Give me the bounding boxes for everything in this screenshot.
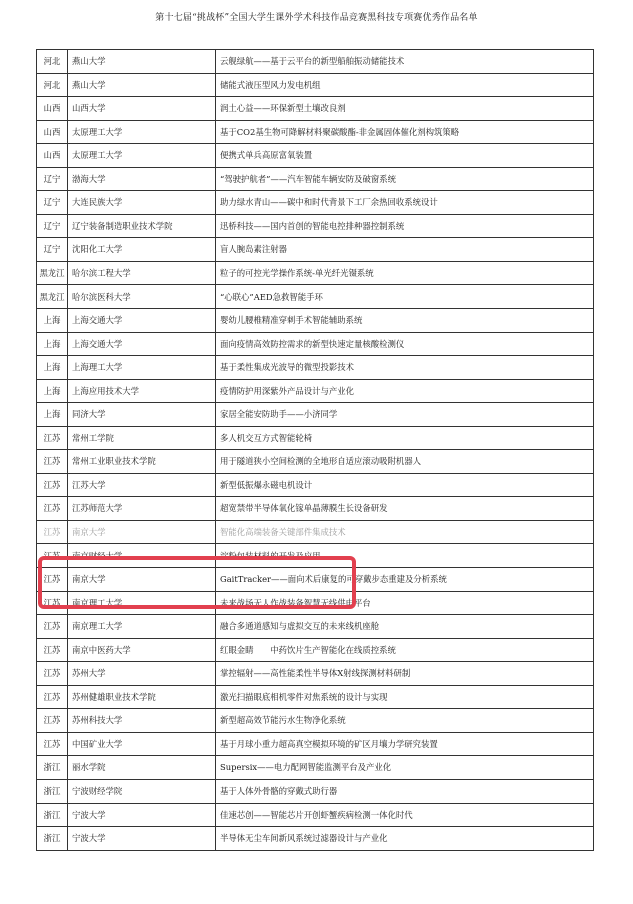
school-cell: 同济大学 [68, 403, 216, 427]
school-cell: 江苏大学 [68, 473, 216, 497]
school-cell: 上海交通大学 [68, 309, 216, 333]
school-cell: 辽宁装备制造职业技术学院 [68, 214, 216, 238]
school-cell: 太原理工大学 [68, 144, 216, 168]
school-cell: 南京大学 [68, 568, 216, 592]
school-cell: 哈尔滨医科大学 [68, 285, 216, 309]
province-cell: 辽宁 [37, 238, 68, 262]
province-cell: 辽宁 [37, 214, 68, 238]
table-row [37, 191, 594, 215]
school-cell: 南京财经大学 [68, 544, 216, 568]
province-cell: 上海 [37, 403, 68, 427]
province-cell: 山西 [37, 144, 68, 168]
table-row [37, 756, 594, 780]
province-cell: 江苏 [37, 568, 68, 592]
school-cell: 上海理工大学 [68, 356, 216, 380]
table-row [37, 827, 594, 851]
document-title: 第十七届“挑战杯”全国大学生课外学术科技作品竞赛黑科技专项赛优秀作品名单 [155, 13, 478, 23]
school-cell: 宁波大学 [68, 827, 216, 851]
province-cell: 山西 [37, 97, 68, 121]
project-title-cell: GaitTracker——面向术后康复的可穿戴步态重建及分析系统 [216, 568, 594, 592]
project-title-cell: 智能化高端装备关键部件集成技术 [216, 520, 594, 544]
table-row [37, 403, 594, 427]
table-row [37, 497, 594, 521]
project-title-cell: 基于月球小重力超高真空模拟环境的矿区月壤力学研究装置 [216, 732, 594, 756]
project-title-cell: 未来战场无人作战装备智慧无线供电平台 [216, 591, 594, 615]
project-title-cell: 佳速芯创——智能芯片开创虾蟹疾病检测一体化时代 [216, 803, 594, 827]
province-cell: 辽宁 [37, 167, 68, 191]
project-title-cell: “驾驶护航者”——汽车智能车辆安防及破窗系统 [216, 167, 594, 191]
table-row [37, 426, 594, 450]
school-cell: 苏州科技大学 [68, 709, 216, 733]
province-cell: 上海 [37, 356, 68, 380]
province-cell: 浙江 [37, 803, 68, 827]
province-cell: 辽宁 [37, 191, 68, 215]
school-cell: 江苏师范大学 [68, 497, 216, 521]
table-row [37, 309, 594, 333]
table-row [37, 685, 594, 709]
school-cell: 南京理工大学 [68, 591, 216, 615]
province-cell: 江苏 [37, 591, 68, 615]
project-title-cell: 迅桥科技——国内首创的智能电控排种器控制系统 [216, 214, 594, 238]
school-cell: 沈阳化工大学 [68, 238, 216, 262]
project-title-cell: 融合多通道感知与虚拟交互的未来线机座舱 [216, 615, 594, 639]
school-cell: 苏州健雄职业技术学院 [68, 685, 216, 709]
project-title-cell: 润土心益——环保新型土壤改良剂 [216, 97, 594, 121]
project-title-cell: 掌控辐射——高性能柔性半导体X射线探测材料研制 [216, 662, 594, 686]
project-title-cell: 基于CO2基生物可降解材料聚碳酸酯-非金属固体催化剂构筑策略 [216, 120, 594, 144]
school-cell: 常州工学院 [68, 426, 216, 450]
province-cell: 江苏 [37, 709, 68, 733]
project-title-cell: 新型超高效节能污水生物净化系统 [216, 709, 594, 733]
province-cell: 上海 [37, 379, 68, 403]
province-cell: 上海 [37, 309, 68, 333]
school-cell: 苏州大学 [68, 662, 216, 686]
province-cell: 河北 [37, 50, 68, 74]
project-title-cell: 婴幼儿腰椎精准穿刺手术智能辅助系统 [216, 309, 594, 333]
project-title-cell: 粒子的可控光学操作系统-单光纤光镊系统 [216, 261, 594, 285]
province-cell: 江苏 [37, 520, 68, 544]
table-row [37, 285, 594, 309]
province-cell: 江苏 [37, 473, 68, 497]
table-row [37, 97, 594, 121]
table-row [37, 144, 594, 168]
table-row [37, 261, 594, 285]
province-cell: 黑龙江 [37, 261, 68, 285]
table-row [37, 709, 594, 733]
school-cell: 宁波财经学院 [68, 779, 216, 803]
province-cell: 江苏 [37, 615, 68, 639]
province-cell: 江苏 [37, 544, 68, 568]
project-title-cell: 助力绿水青山——碳中和时代背景下工厂余热回收系统设计 [216, 191, 594, 215]
award-list-table [36, 49, 594, 851]
school-cell: 南京理工大学 [68, 615, 216, 639]
table-row [37, 332, 594, 356]
award-list-table-body [37, 50, 594, 851]
table-row [37, 214, 594, 238]
school-cell: 太原理工大学 [68, 120, 216, 144]
project-title-cell: 激光扫描眼底相机零件对焦系统的设计与实现 [216, 685, 594, 709]
table-row [37, 591, 594, 615]
province-cell: 河北 [37, 73, 68, 97]
project-title-cell: 半导体无尘车间新风系统过滤器设计与产业化 [216, 827, 594, 851]
table-row [37, 732, 594, 756]
table-row [37, 803, 594, 827]
school-cell: 燕山大学 [68, 50, 216, 74]
table-row [37, 779, 594, 803]
province-cell: 江苏 [37, 638, 68, 662]
project-title-cell: 基于人体外骨骼的穿戴式助行器 [216, 779, 594, 803]
school-cell: 常州工业职业技术学院 [68, 450, 216, 474]
school-cell: 上海交通大学 [68, 332, 216, 356]
project-title-cell: 家居全能安防助手——小济同学 [216, 403, 594, 427]
table-row [37, 356, 594, 380]
table-row [37, 73, 594, 97]
table-row [37, 520, 594, 544]
province-cell: 江苏 [37, 732, 68, 756]
table-row [37, 50, 594, 74]
school-cell: 宁波大学 [68, 803, 216, 827]
province-cell: 黑龙江 [37, 285, 68, 309]
school-cell: 大连民族大学 [68, 191, 216, 215]
table-row [37, 568, 594, 592]
school-cell: 南京中医药大学 [68, 638, 216, 662]
province-cell: 浙江 [37, 827, 68, 851]
project-title-cell: Supersix——电力配网智能监测平台及产业化 [216, 756, 594, 780]
project-title-cell: 多人机交互方式智能轮椅 [216, 426, 594, 450]
school-cell: 南京大学 [68, 520, 216, 544]
province-cell: 浙江 [37, 756, 68, 780]
province-cell: 江苏 [37, 497, 68, 521]
project-title-cell: 用于隧道狭小空间检测的全地形自适应滚动吸附机器人 [216, 450, 594, 474]
school-cell: 山西大学 [68, 97, 216, 121]
table-row [37, 638, 594, 662]
table-row [37, 450, 594, 474]
table-row [37, 473, 594, 497]
school-cell: 丽水学院 [68, 756, 216, 780]
school-cell: 哈尔滨工程大学 [68, 261, 216, 285]
province-cell: 山西 [37, 120, 68, 144]
school-cell: 中国矿业大学 [68, 732, 216, 756]
project-title-cell: 基于柔性集成光波导的微型投影技术 [216, 356, 594, 380]
school-cell: 燕山大学 [68, 73, 216, 97]
table-row [37, 238, 594, 262]
project-title-cell: 红眼金睛 中药饮片生产智能化在线质控系统 [216, 638, 594, 662]
project-title-cell: 云舰绿航——基于云平台的新型船舶振动储能技术 [216, 50, 594, 74]
project-title-cell: 储能式液压型风力发电机组 [216, 73, 594, 97]
school-cell: 渤海大学 [68, 167, 216, 191]
province-cell: 江苏 [37, 426, 68, 450]
table-row [37, 379, 594, 403]
province-cell: 上海 [37, 332, 68, 356]
province-cell: 江苏 [37, 685, 68, 709]
project-title-cell: 面向疫情高效防控需求的新型快速定量核酸检测仪 [216, 332, 594, 356]
table-row [37, 544, 594, 568]
school-cell: 上海应用技术大学 [68, 379, 216, 403]
award-list-table-container [36, 49, 594, 851]
project-title-cell: 盲人腕岛素注射器 [216, 238, 594, 262]
project-title-cell: 超宽禁带半导体氧化镓单晶薄膜生长设备研发 [216, 497, 594, 521]
table-row [37, 167, 594, 191]
table-row [37, 615, 594, 639]
project-title-cell: “心联心”AED急救智能手环 [216, 285, 594, 309]
province-cell: 江苏 [37, 450, 68, 474]
table-row [37, 662, 594, 686]
table-row [37, 120, 594, 144]
province-cell: 江苏 [37, 662, 68, 686]
project-title-cell: 新型低振爆永磁电机设计 [216, 473, 594, 497]
project-title-cell: 疫情防护用深紫外产品设计与产业化 [216, 379, 594, 403]
project-title-cell: 便携式单兵高原富氧装置 [216, 144, 594, 168]
province-cell: 浙江 [37, 779, 68, 803]
project-title-cell: 淀粉包装材料的开发及应用 [216, 544, 594, 568]
